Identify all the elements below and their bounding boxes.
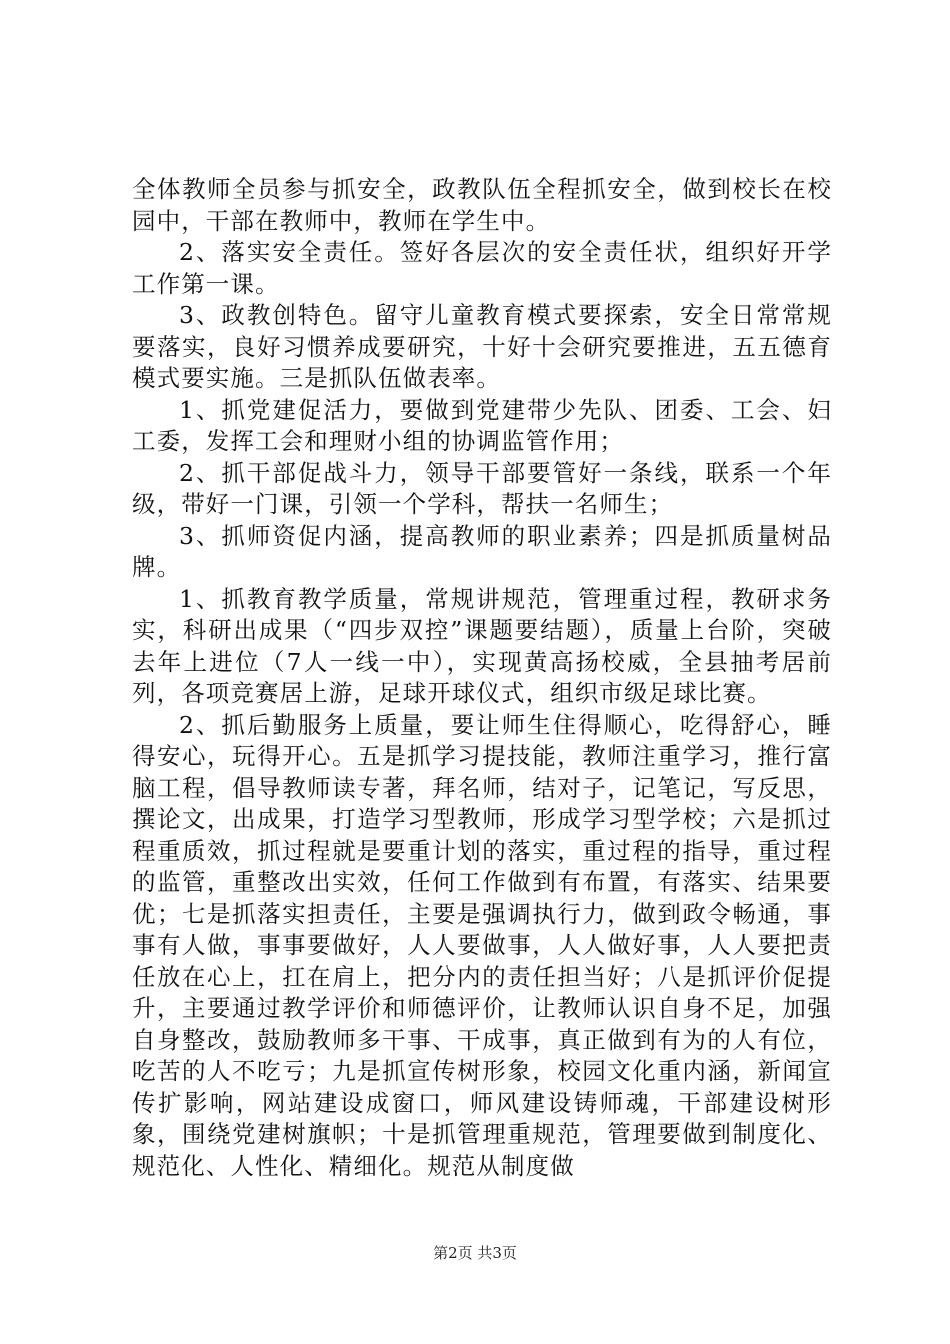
paragraph-teaching-quality: 1、抓教育教学质量，常规讲规范，管理重过程，教研求务实，科研出成果（“四步双控”课题要结题），质量上台阶，突破去年上进位（7人一线一中），实现黄高扬校威，全县抽考居前列，各项竞赛居上游，足球开球仪式，组织市级足球比赛。 <box>132 584 832 707</box>
paragraph-teachers: 3、抓师资促内涵，提高教师的职业素养；四是抓质量树品牌。 <box>132 521 832 581</box>
paragraph-continuation: 全体教师全员参与抓安全，政教队伍全程抓安全，做到校长在校园中，干部在教师中，教师在学生中。 <box>132 175 832 235</box>
paragraph-safety-responsibility: 2、落实安全责任。签好各层次的安全责任状，组织好开学工作第一课。 <box>132 238 832 298</box>
paragraph-political-education: 3、政教创特色。留守儿童教育模式要探索，安全日常常规要落实，良好习惯养成要研究，十好十会研究要推进，五五德育模式要实施。三是抓队伍做表率。 <box>132 301 832 392</box>
paragraph-cadres: 2、抓干部促战斗力，领导干部要管好一条线，联系一个年级，带好一门课，引领一个学科，帮扶一名师生； <box>132 458 832 518</box>
document-body <box>132 174 832 1182</box>
page-number-label: 第2页 共3页 <box>433 1244 517 1262</box>
page-footer <box>0 1243 950 1263</box>
paragraph-logistics: 2、抓后勤服务上质量，要让师生住得顺心，吃得舒心，睡得安心，玩得开心。五是抓学习提技能，教师注重学习，推行富脑工程，倡导教师读专著，拜名师，结对子，记笔记，写反思，撰论文，出成果，打造学习型教师，形成学习型学校；六是抓过程重质效，抓过程就是要重计划的落实，重过程的指导，重过程的监管，重整改出实效，任何工作做到有布置，有落实、结果要优；七是抓落实担责任，主要是强调执行力，做到政令畅通，事事有人做，事事要做好，人人要做事，人人做好事，人人要把责任放在心上，扛在肩上，把分内的责任担当好；八是抓评价促提升，主要通过教学评价和师德评价，让教师认识自身不足，加强自身整改，鼓励教师多干事、干成事，真正做到有为的人有位，吃苦的人不吃亏；九是抓宣传树形象，校园文化重内涵，新闻宣传扩影响，网站建设成窗口，师风建设铸师魂，干部建设树形象，围绕党建树旗帜；十是抓管理重规范，管理要做到制度化、规范化、人性化、精细化。规范从制度做 <box>132 710 832 1180</box>
paragraph-party-building: 1、抓党建促活力，要做到党建带少先队、团委、工会、妇工委，发挥工会和理财小组的协调监管作用； <box>132 395 832 455</box>
